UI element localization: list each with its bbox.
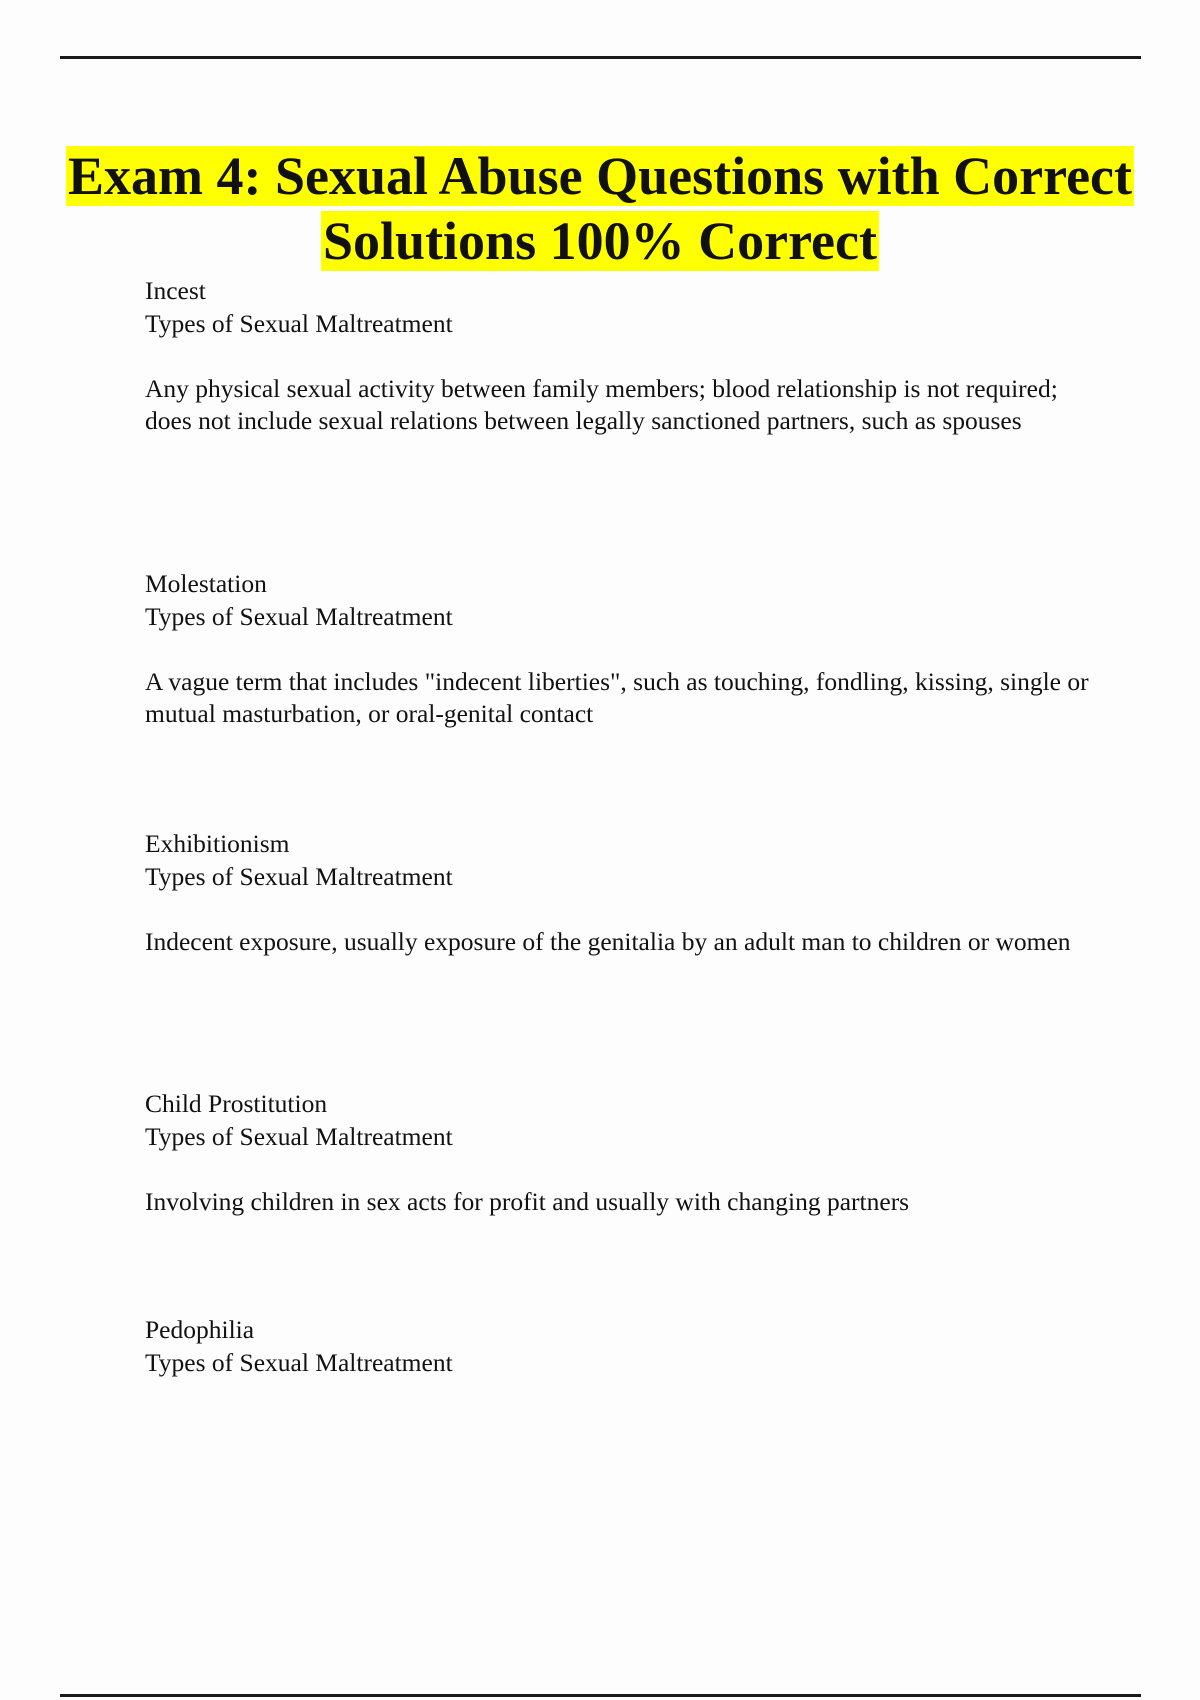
entry-definition: Any physical sexual activity between family members; blood relationship is not required; does not include sexual relations between legally sanctioned partners, such as spouses: [145, 373, 1058, 435]
entry-definition: A vague term that includes "indecent liberties", such as touching, fondling, kissing, single or mutual masturbation, or oral-genital contact: [145, 666, 1089, 728]
entry-category: Types of Sexual Maltreatment: [145, 601, 453, 631]
entry-term: Molestation: [145, 569, 267, 598]
entry-child-prostitution: [145, 1088, 1095, 1218]
entry-category: Types of Sexual Maltreatment: [145, 861, 453, 891]
entry-incest: [145, 275, 1095, 438]
entry-molestation: [145, 568, 1095, 731]
entry-definition: Indecent exposure, usually exposure of the genitalia by an adult man to children or women: [145, 926, 1071, 956]
entry-exhibitionism: [145, 828, 1095, 958]
entry-term: Child Prostitution: [145, 1089, 328, 1118]
entry-term: Pedophilia: [145, 1315, 255, 1344]
entry-category: Types of Sexual Maltreatment: [145, 1347, 453, 1377]
entry-term: Incest: [145, 276, 206, 305]
entry-term: Exhibitionism: [145, 829, 290, 858]
entry-pedophilia: [145, 1314, 1095, 1379]
entry-category: Types of Sexual Maltreatment: [145, 308, 453, 338]
document-title: [0, 144, 1200, 274]
title-highlight: Exam 4: Sexual Abuse Questions with Correct Solutions 100% Correct: [67, 146, 1133, 271]
entry-category: Types of Sexual Maltreatment: [145, 1121, 453, 1151]
header-rule: [60, 56, 1141, 59]
entry-definition: Involving children in sex acts for profit and usually with changing partners: [145, 1186, 910, 1216]
footer-rule: [60, 1694, 1141, 1697]
